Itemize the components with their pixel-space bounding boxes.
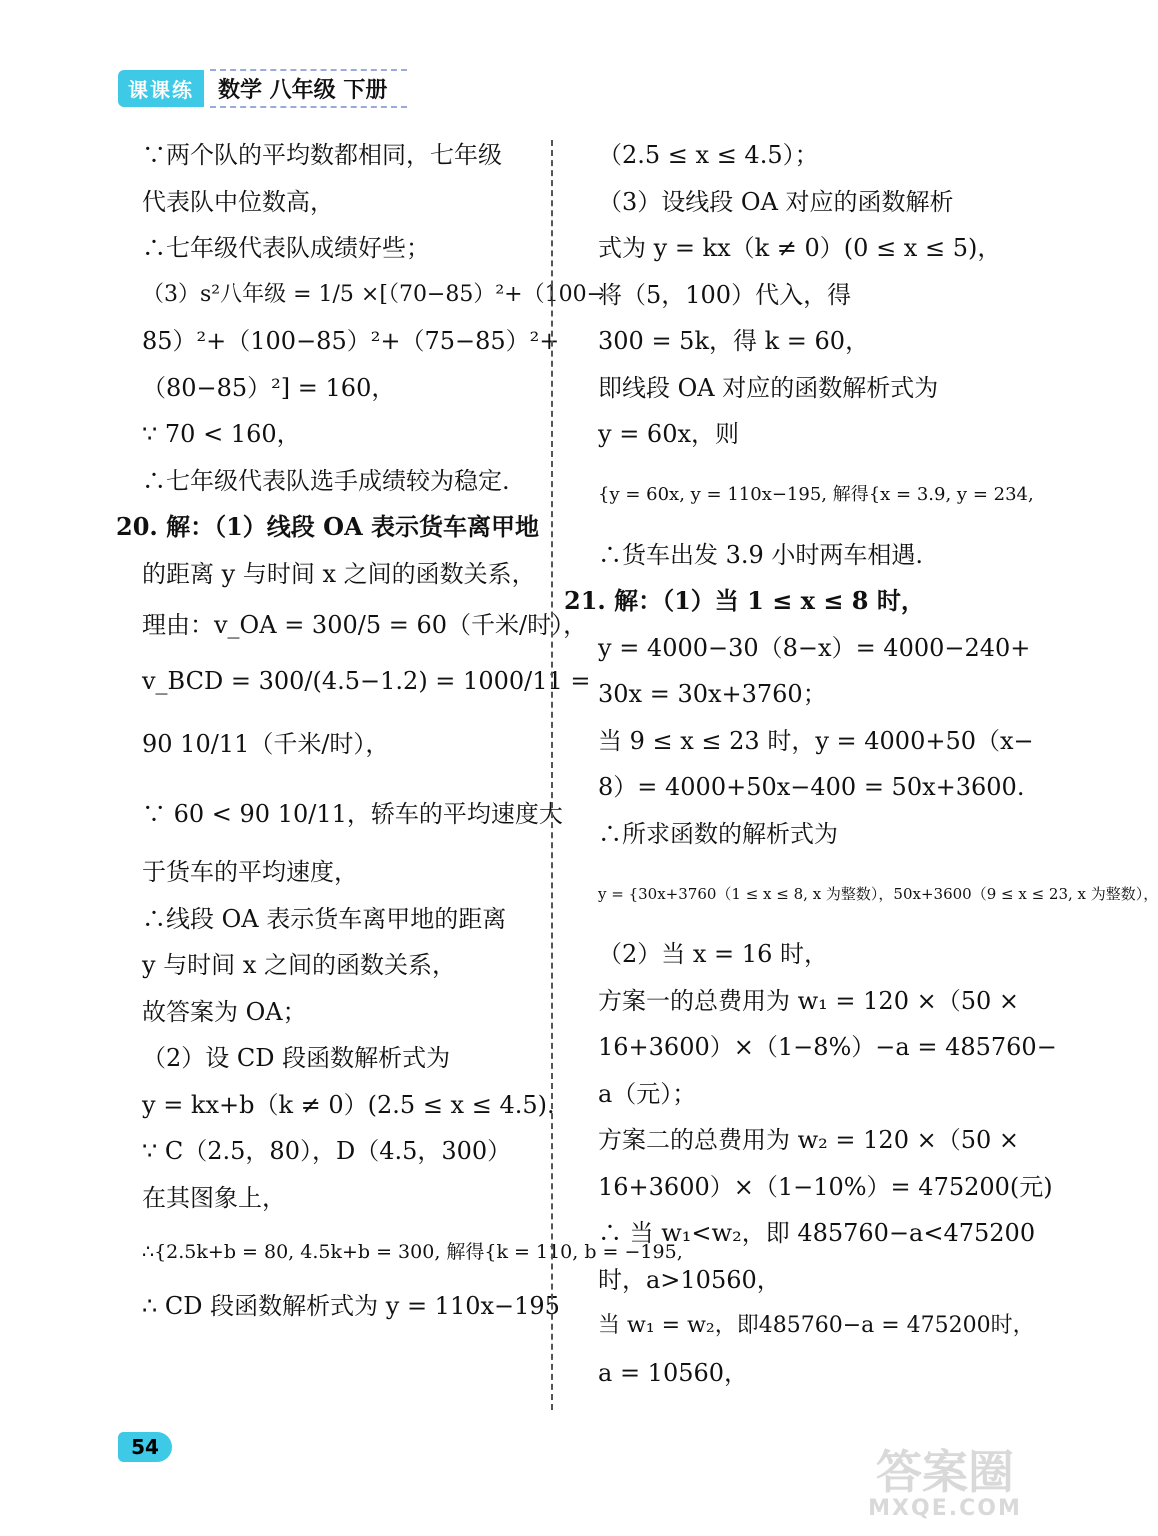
text-line: 300 = 5k，得 k = 60， bbox=[598, 327, 870, 355]
text-line: 故答案为 OA； bbox=[142, 997, 307, 1026]
text-line: y 与时间 x 之间的函数关系， bbox=[142, 951, 456, 979]
text-line: 当 w₁ = w₂，即485760−a = 475200时， bbox=[598, 1313, 1035, 1338]
column-divider bbox=[551, 140, 553, 1410]
text-line: ∵两个队的平均数都相同，七年级 bbox=[142, 141, 502, 169]
text-line: ∴所求函数的解析式为 bbox=[598, 819, 838, 848]
text-line: 16+3600）×（1−8%）−a = 485760− bbox=[598, 1033, 1057, 1061]
text-line: ∵ C（2.5，80），D（4.5，300） bbox=[142, 1137, 512, 1165]
text-line: ∴七年级代表队选手成绩较为稳定. bbox=[142, 466, 510, 495]
subject-title: 数学 八年级 下册 bbox=[210, 69, 407, 108]
text-line: 8）= 4000+50x−400 = 50x+3600. bbox=[598, 773, 1025, 801]
text-line: 于货车的平均速度， bbox=[142, 858, 358, 886]
text-line: 代表队中位数高， bbox=[142, 187, 334, 216]
watermark-text: 答案圈 bbox=[876, 1445, 1014, 1499]
text-line: 85）²+（100−85）²+（75−85）²+ bbox=[142, 327, 560, 355]
text-line: y = 60x，则 bbox=[598, 420, 739, 448]
text-line: 方案二的总费用为 w₂ = 120 ×（50 × bbox=[598, 1126, 1019, 1154]
text-line: ∵ 70 < 160， bbox=[142, 420, 301, 448]
text-line: 30x = 30x+3760； bbox=[598, 680, 827, 708]
text-line: ∴ CD 段函数解析式为 y = 110x−195 bbox=[142, 1292, 560, 1320]
text-line: （2）设 CD 段函数解析式为 bbox=[142, 1044, 451, 1072]
text-line: 90 10/11（千米/时）， bbox=[142, 730, 390, 758]
text-line: 的距离 y 与时间 x 之间的函数关系， bbox=[142, 559, 536, 588]
text-line: 理由：v_OA = 300/5 = 60（千米/时）， bbox=[142, 611, 588, 639]
text-line: （2）当 x = 16 时， bbox=[598, 940, 828, 968]
text-line: ∴货车出发 3.9 小时两车相遇. bbox=[598, 540, 924, 569]
text-line: v_BCD = 300/(4.5−1.2) = 1000/11 = bbox=[142, 667, 591, 695]
text-line: a = 10560， bbox=[598, 1358, 749, 1387]
text-line: （2.5 ≤ x ≤ 4.5）； bbox=[598, 141, 819, 169]
text-line: 式为 y = kx（k ≠ 0）(0 ≤ x ≤ 5)， bbox=[598, 234, 1002, 262]
text-line: ∴{2.5k+b = 80, 4.5k+b = 300, 解得{k = 110, b = −195, bbox=[142, 1241, 683, 1263]
text-line: 时，a>10560， bbox=[598, 1265, 781, 1294]
text-line: y = {30x+3760（1 ≤ x ≤ 8, x 为整数），50x+3600（9 ≤ x ≤ 23, x 为整数）， bbox=[598, 885, 1158, 903]
watermark-logo bbox=[860, 1445, 1030, 1528]
text-line: 将（5，100）代入，得 bbox=[598, 280, 852, 309]
text-line: 方案一的总费用为 w₁ = 120 ×（50 × bbox=[598, 986, 1019, 1015]
text-line: （3）s²八年级 = 1/5 ×[（70−85）²+（100− bbox=[142, 281, 606, 307]
text-line: （3）设线段 OA 对应的函数解析 bbox=[598, 187, 954, 216]
text-line: 21. 解：（1）当 1 ≤ x ≤ 8 时， bbox=[564, 586, 925, 615]
watermark-url: MXQE.COM bbox=[868, 1496, 1022, 1521]
text-line: ∵ 60 < 90 10/11，轿车的平均速度大 bbox=[142, 800, 563, 828]
text-line: 20. 解：（1）线段 OA 表示货车离甲地 bbox=[116, 512, 540, 541]
right-column bbox=[564, 132, 1158, 1396]
text-line: a（元）； bbox=[598, 1079, 697, 1108]
text-line: 当 9 ≤ x ≤ 23 时，y = 4000+50（x− bbox=[598, 726, 1034, 755]
text-line: ∴ 当 w₁<w₂，即 485760−a<475200 bbox=[598, 1219, 1036, 1247]
text-line: （80−85）²] = 160， bbox=[142, 373, 396, 402]
text-line: ∴线段 OA 表示货车离甲地的距离 bbox=[142, 904, 507, 933]
text-line: ∴七年级代表队成绩好些； bbox=[142, 234, 430, 262]
page-number: 54 bbox=[118, 1432, 172, 1462]
text-line: y = 4000−30（8−x）= 4000−240+ bbox=[598, 633, 1031, 662]
page-header bbox=[118, 70, 407, 106]
text-line: {y = 60x, y = 110x−195, 解得{x = 3.9, y = 234, bbox=[598, 483, 1034, 505]
text-line: 在其图象上， bbox=[142, 1183, 286, 1212]
text-line: 16+3600）×（1−10%）= 475200(元) bbox=[598, 1172, 1053, 1201]
brand-logo: 课课练 bbox=[118, 70, 204, 107]
text-line: 即线段 OA 对应的函数解析式为 bbox=[598, 373, 939, 402]
text-line: y = kx+b（k ≠ 0）(2.5 ≤ x ≤ 4.5). bbox=[142, 1090, 555, 1119]
